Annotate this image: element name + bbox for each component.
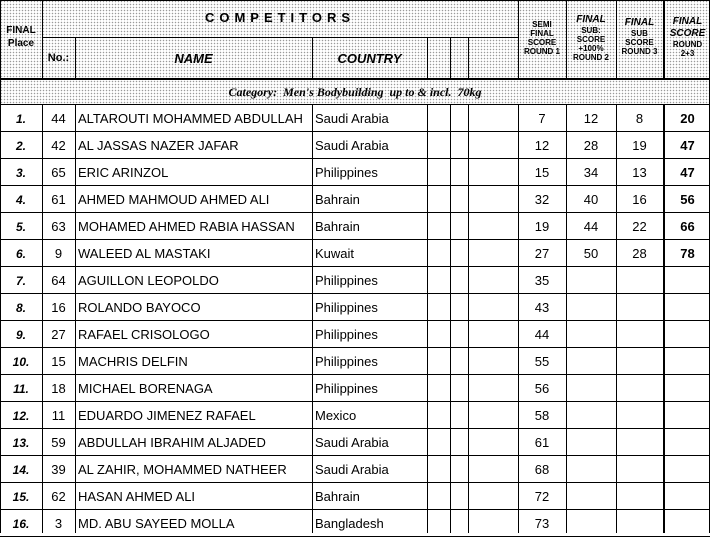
vertical-rule bbox=[0, 0, 1, 80]
cell-r3: 8 bbox=[635, 111, 644, 126]
cell-r2: 50 bbox=[583, 246, 599, 261]
cell-r2 bbox=[566, 294, 616, 321]
table-row bbox=[0, 105, 710, 132]
cell-name: AL JASSAS NAZER JAFAR bbox=[78, 138, 239, 153]
horizontal-rule bbox=[0, 347, 710, 348]
fsub-line3: SCORE bbox=[576, 35, 606, 44]
fsub3-line3: SCORE bbox=[625, 37, 654, 47]
horizontal-rule bbox=[0, 320, 710, 321]
cell-r1: 44 bbox=[534, 327, 550, 342]
cell-final bbox=[665, 294, 710, 321]
cell-r3: 19 bbox=[632, 138, 647, 153]
cell-r2: 40 bbox=[583, 192, 599, 207]
cell-final bbox=[665, 456, 710, 483]
cell-name: MACHRIS DELFIN bbox=[78, 354, 188, 369]
vertical-rule bbox=[566, 0, 567, 80]
table-row bbox=[0, 186, 710, 213]
cell-country: Philippines bbox=[315, 165, 378, 180]
cell-r1: 15 bbox=[534, 165, 550, 180]
horizontal-rule bbox=[0, 293, 710, 294]
cell-name: HASAN AHMED ALI bbox=[78, 489, 196, 504]
cell-country: Saudi Arabia bbox=[315, 111, 389, 126]
sf-line2: FINAL bbox=[530, 29, 554, 38]
cell-final: 66 bbox=[680, 219, 695, 234]
cell-r2 bbox=[566, 456, 616, 483]
cell-r2 bbox=[566, 429, 616, 456]
category-label: Category: Men's Bodybuilding up to & incl. 70kg bbox=[228, 85, 482, 99]
cell-r1: 58 bbox=[534, 408, 550, 423]
fsub3-line2: SUB bbox=[631, 28, 648, 38]
final-place-header bbox=[0, 22, 42, 52]
cell-no: 18 bbox=[51, 381, 66, 396]
cell-final bbox=[665, 321, 710, 348]
cell-final: 78 bbox=[680, 246, 695, 261]
cell-r1: 68 bbox=[534, 462, 550, 477]
vertical-rule bbox=[312, 105, 313, 533]
table-row bbox=[0, 429, 710, 456]
cell-r1: 73 bbox=[534, 516, 550, 531]
vertical-rule bbox=[42, 105, 43, 533]
cell-name: MICHAEL BORENAGA bbox=[78, 381, 213, 396]
fsub-line5: ROUND 2 bbox=[572, 53, 609, 62]
fscore-line1: FINAL bbox=[672, 16, 703, 27]
fsub3-line4: ROUND 3 bbox=[621, 46, 658, 56]
cell-country: Philippines bbox=[315, 381, 378, 396]
cell-final: 47 bbox=[680, 165, 695, 180]
cell-final bbox=[665, 348, 710, 375]
cell-place: 8. bbox=[15, 300, 26, 315]
final-score-header bbox=[665, 10, 710, 64]
cell-no: 15 bbox=[51, 354, 66, 369]
horizontal-rule bbox=[0, 509, 710, 510]
vertical-rule bbox=[42, 0, 43, 80]
cell-r3 bbox=[616, 294, 663, 321]
cell-place: 9. bbox=[15, 327, 26, 342]
cell-r3: 16 bbox=[632, 192, 647, 207]
cell-r3 bbox=[616, 429, 663, 456]
semi-final-header bbox=[518, 14, 566, 62]
cell-r2 bbox=[566, 267, 616, 294]
cell-r2 bbox=[566, 321, 616, 348]
vertical-rule bbox=[663, 0, 665, 80]
vertical-rule bbox=[75, 37, 76, 80]
cell-country: Kuwait bbox=[315, 246, 355, 261]
cell-no: 62 bbox=[51, 489, 66, 504]
vertical-rule bbox=[616, 105, 617, 533]
horizontal-rule bbox=[0, 266, 710, 267]
horizontal-rule bbox=[0, 239, 710, 240]
vertical-rule bbox=[75, 105, 76, 533]
cell-final bbox=[665, 483, 710, 510]
horizontal-rule bbox=[0, 482, 710, 483]
cell-place: 11. bbox=[13, 381, 29, 396]
cell-name: MOHAMED AHMED RABIA HASSAN bbox=[78, 219, 295, 234]
vertical-rule bbox=[518, 0, 519, 80]
cell-place: 5. bbox=[15, 219, 26, 234]
cell-country: Saudi Arabia bbox=[315, 138, 389, 153]
cell-r2 bbox=[566, 483, 616, 510]
country-header: COUNTRY bbox=[337, 50, 402, 66]
final-place-line1: FINAL bbox=[6, 25, 36, 36]
cell-name: RAFAEL CRISOLOGO bbox=[78, 327, 210, 342]
cell-name: MD. ABU SAYEED MOLLA bbox=[78, 516, 235, 531]
cell-no: 39 bbox=[51, 462, 66, 477]
final-sub3-header bbox=[616, 10, 663, 62]
cell-r3 bbox=[616, 375, 663, 402]
cell-place: 10. bbox=[12, 354, 30, 369]
vertical-rule bbox=[427, 105, 428, 533]
vertical-rule bbox=[616, 0, 617, 80]
table-row bbox=[0, 132, 710, 159]
cell-r1: 61 bbox=[534, 435, 550, 450]
table-row bbox=[0, 294, 710, 321]
cell-r2 bbox=[566, 402, 616, 429]
fsub-line4: +100% bbox=[578, 44, 604, 53]
cell-place: 6. bbox=[15, 246, 26, 261]
cell-country: Mexico bbox=[315, 408, 357, 423]
cell-r1: 27 bbox=[534, 246, 550, 261]
horizontal-rule bbox=[0, 212, 710, 213]
cell-name: AGUILLON LEOPOLDO bbox=[78, 273, 219, 288]
cell-r3 bbox=[616, 483, 663, 510]
cell-no: 11 bbox=[51, 408, 66, 423]
cell-country: Philippines bbox=[315, 354, 378, 369]
cell-r2: 34 bbox=[583, 165, 599, 180]
cell-no: 63 bbox=[51, 219, 66, 234]
vertical-rule bbox=[468, 105, 469, 533]
cell-no: 3 bbox=[54, 516, 63, 531]
cell-country: Bahrain bbox=[315, 192, 360, 207]
cell-r1: 43 bbox=[534, 300, 550, 315]
cell-r2 bbox=[566, 375, 616, 402]
name-header: NAME bbox=[174, 50, 213, 66]
horizontal-rule bbox=[0, 428, 710, 429]
cell-r3: 28 bbox=[632, 246, 647, 261]
cell-r2 bbox=[566, 348, 616, 375]
cell-place: 15. bbox=[12, 489, 30, 504]
cell-r3 bbox=[616, 348, 663, 375]
no-header: No.: bbox=[47, 52, 70, 64]
cell-name: WALEED AL MASTAKI bbox=[78, 246, 211, 261]
vertical-rule bbox=[312, 37, 313, 80]
cell-country: Philippines bbox=[315, 273, 378, 288]
cell-name: ALTAROUTI MOHAMMED ABDULLAH bbox=[78, 111, 303, 126]
table-row bbox=[0, 240, 710, 267]
horizontal-rule bbox=[0, 78, 710, 80]
cell-country: Bahrain bbox=[315, 489, 360, 504]
sf-line4: ROUND 1 bbox=[523, 47, 560, 56]
vertical-rule bbox=[518, 105, 519, 533]
cell-r2: 44 bbox=[583, 219, 599, 234]
cell-country: Philippines bbox=[315, 327, 378, 342]
cell-country: Philippines bbox=[315, 300, 378, 315]
horizontal-rule bbox=[0, 455, 710, 456]
table-row bbox=[0, 375, 710, 402]
cell-place: 16. bbox=[12, 516, 30, 531]
cell-country: Saudi Arabia bbox=[315, 435, 389, 450]
final-place-line2: Place bbox=[7, 38, 35, 49]
cell-final: 47 bbox=[680, 138, 695, 153]
vertical-rule bbox=[468, 37, 469, 80]
table-row bbox=[0, 321, 710, 348]
cell-place: 2. bbox=[15, 138, 26, 153]
cell-r3 bbox=[616, 321, 663, 348]
cell-final: 56 bbox=[680, 192, 695, 207]
cell-country: Saudi Arabia bbox=[315, 462, 389, 477]
cell-final bbox=[665, 375, 710, 402]
cell-final: 20 bbox=[680, 111, 695, 126]
cell-place: 4. bbox=[15, 192, 26, 207]
cell-name: AL ZAHIR, MOHAMMED NATHEER bbox=[78, 462, 287, 477]
final-sub-header bbox=[566, 8, 616, 68]
table-row bbox=[0, 213, 710, 240]
fsub-line2: SUB: bbox=[581, 26, 601, 35]
vertical-rule bbox=[427, 37, 428, 80]
cell-no: 64 bbox=[51, 273, 66, 288]
fscore-line4: 2+3 bbox=[680, 49, 695, 58]
cell-r1: 35 bbox=[534, 273, 550, 288]
cell-final bbox=[665, 429, 710, 456]
horizontal-rule bbox=[0, 0, 710, 1]
table-row bbox=[0, 456, 710, 483]
cell-final bbox=[665, 267, 710, 294]
cell-no: 9 bbox=[54, 246, 63, 261]
cell-place: 12. bbox=[12, 408, 30, 423]
vertical-rule bbox=[0, 80, 1, 105]
cell-no: 61 bbox=[51, 192, 66, 207]
cell-no: 42 bbox=[51, 138, 66, 153]
cell-name: ROLANDO BAYOCO bbox=[78, 300, 201, 315]
cell-name: AHMED MAHMOUD AHMED ALI bbox=[78, 192, 270, 207]
horizontal-rule bbox=[0, 401, 710, 402]
cell-r1: 72 bbox=[534, 489, 550, 504]
cell-r3 bbox=[616, 456, 663, 483]
table-row bbox=[0, 348, 710, 375]
cell-no: 27 bbox=[51, 327, 66, 342]
vertical-rule bbox=[450, 37, 451, 80]
cell-r1: 7 bbox=[538, 111, 546, 126]
cell-name: ERIC ARINZOL bbox=[78, 165, 169, 180]
cell-r1: 12 bbox=[534, 138, 550, 153]
cell-r3: 22 bbox=[632, 219, 647, 234]
horizontal-rule bbox=[0, 131, 710, 132]
table-row bbox=[0, 402, 710, 429]
horizontal-rule bbox=[0, 104, 710, 105]
horizontal-rule bbox=[42, 37, 518, 38]
fsub3-line1: FINAL bbox=[624, 16, 655, 28]
cell-place: 7. bbox=[15, 273, 26, 288]
sf-line3: SCORE bbox=[527, 38, 557, 47]
cell-country: Bangladesh bbox=[315, 516, 384, 531]
fscore-line2: SCORE bbox=[669, 28, 706, 39]
cell-country: Bahrain bbox=[315, 219, 360, 234]
vertical-rule bbox=[663, 105, 665, 533]
cell-no: 44 bbox=[51, 111, 66, 126]
table-row bbox=[0, 483, 710, 510]
vertical-rule bbox=[566, 105, 567, 533]
vertical-rule bbox=[450, 105, 451, 533]
cell-r3 bbox=[616, 267, 663, 294]
table-row bbox=[0, 159, 710, 186]
cell-r1: 56 bbox=[534, 381, 550, 396]
horizontal-rule bbox=[0, 185, 710, 186]
cell-no: 65 bbox=[51, 165, 66, 180]
fsub-line1: FINAL bbox=[576, 14, 606, 25]
cell-r2: 12 bbox=[583, 111, 599, 126]
cell-r2: 28 bbox=[583, 138, 599, 153]
cell-place: 3. bbox=[15, 165, 26, 180]
horizontal-rule bbox=[0, 158, 710, 159]
cell-r3: 13 bbox=[632, 165, 647, 180]
table-row bbox=[0, 267, 710, 294]
cell-name: EDUARDO JIMENEZ RAFAEL bbox=[78, 408, 256, 423]
cell-no: 16 bbox=[51, 300, 66, 315]
cell-final bbox=[665, 402, 710, 429]
fscore-line3: ROUND bbox=[672, 40, 703, 49]
cell-r1: 19 bbox=[534, 219, 550, 234]
competitors-heading: COMPETITORS bbox=[204, 9, 356, 25]
cell-r1: 55 bbox=[534, 354, 550, 369]
horizontal-rule bbox=[0, 374, 710, 375]
cell-no: 59 bbox=[51, 435, 66, 450]
cell-name: ABDULLAH IBRAHIM ALJADED bbox=[78, 435, 266, 450]
cell-place: 13. bbox=[12, 435, 30, 450]
cell-place: 14. bbox=[12, 462, 30, 477]
cell-r1: 32 bbox=[534, 192, 550, 207]
cell-r3 bbox=[616, 402, 663, 429]
vertical-rule bbox=[0, 105, 1, 533]
cell-place: 1. bbox=[15, 111, 26, 126]
sf-line1: SEMI bbox=[532, 20, 552, 29]
